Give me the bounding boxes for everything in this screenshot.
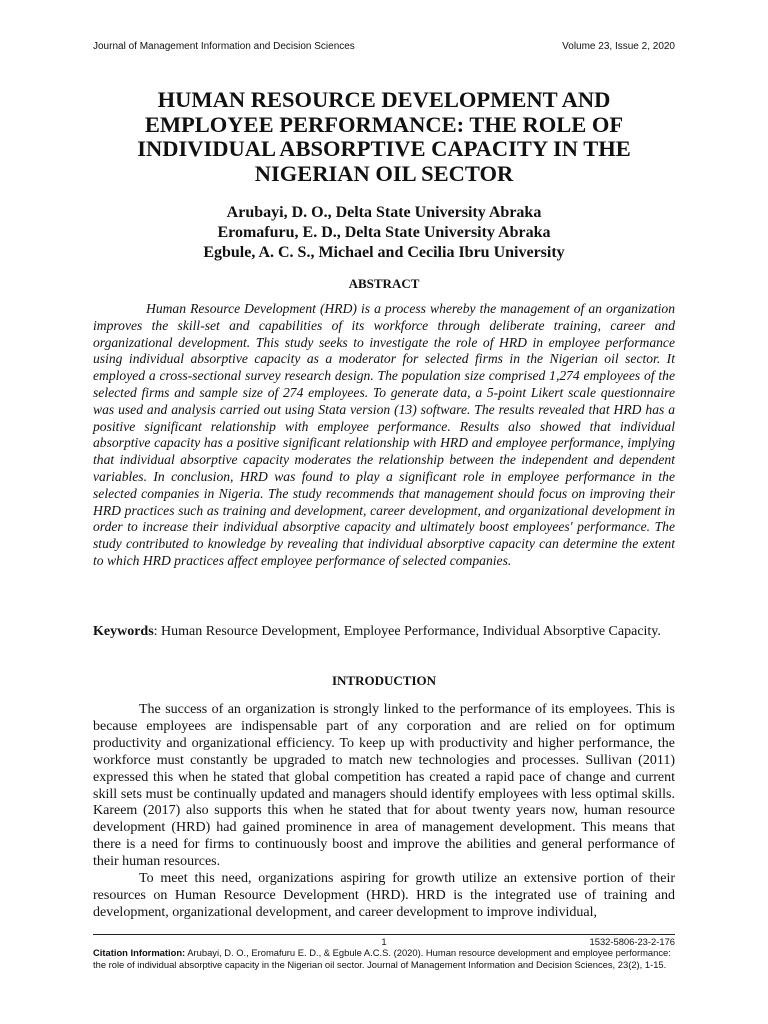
paragraph: To meet this need, organizations aspiring for growth utilize an extensive portion of their resources on Human Resource Development (HRD). HRD is the integrated use of training and development, organizational development, and career development to improve individual, <box>93 871 675 920</box>
footer-divider <box>93 934 675 935</box>
page-number: 1 <box>381 936 387 947</box>
page-footer <box>93 936 675 947</box>
keywords <box>93 623 675 641</box>
introduction-heading: INTRODUCTION <box>331 673 436 688</box>
paper-title: HUMAN RESOURCE DEVELOPMENT AND EMPLOYEE PERFORMANCE: THE ROLE OF INDIVIDUAL ABSORPTIVE CAPACITY IN THE NIGERIAN OIL SECTOR <box>137 87 631 186</box>
running-header <box>93 41 675 52</box>
keywords-text: : Human Resource Development, Employee Performance, Individual Absorptive Capacity. <box>153 624 661 639</box>
author-list <box>93 203 675 263</box>
paragraph: The success of an organization is strongly linked to the performance of its employees. This is because employees are indispensable part of any corporation and are relied on for optimum productivity and organizational efficiency. To keep up with productivity and higher performance, the workforce must constantly be upgraded to match new technologies and processes. Sullivan (2011) expressed this when he stated that global competition has created a rapid pace of change and current skill sets must be continually updated and managers should identify employees with less optimal skills. Kareem (2017) also supports this when he stated that for about twenty years now, human resource development (HRD) had gained prominence in area of management development. This means that there is a need for firms to continuously boost and improve the abilities and general performance of their human resources. <box>93 702 675 870</box>
journal-name: Journal of Management Information and Decision Sciences <box>93 41 355 52</box>
document-id: 1532-5806-23-2-176 <box>589 936 675 947</box>
keywords-label: Keywords <box>93 624 154 639</box>
author-3: Egbule, A. C. S., Michael and Cecilia Ibru University <box>203 244 565 261</box>
citation-text: Arubayi, D. O., Eromafuru E. D., & Egbule A.C.S. (2020). Human resource development and employee performance: the role of individual absorptive capacity in the Nigerian oil sector. Journal of Management Information and Decision Sciences, 23(2), 1-15. <box>93 947 671 970</box>
introduction-body <box>93 702 675 922</box>
author-1: Arubayi, D. O., Delta State University Abraka <box>226 204 542 221</box>
citation-information <box>93 947 675 970</box>
abstract-text: Human Resource Development (HRD) is a process whereby the management of an organization improves the skill-set and capabilities of its workforce through deliberate training, career and organizational development. This study seeks to investigate the role of HRD in employee performance using individual absorptive capacity as a moderator for selected firms in the Nigerian oil sector. It employed a cross-sectional survey research design. The population size comprised 1,274 employees of the selected firms and sample size of 274 employees. To generate data, a 5-point Likert scale questionnaire was used and analysis carried out using Stata version (13) software. The results revealed that HRD has a positive significant relationship with employee performance. Results also showed that individual absorptive capacity has a positive significant relationship with HRD and employee performance, implying that individual absorptive capacity moderates the relationship between the independent and dependent variables. In conclusion, HRD was found to play a significant role in employee performance in the selected companies in Nigeria. The study recommends that management should focus on improving their HRD practices such as training and development, career development, and organizational development in order to increase their individual absorptive capacity and ultimately boost employees' performance. The study contributed to knowledge by revealing that individual absorptive capacity can determine the extent to which HRD practices affect employee performance of selected companies. <box>93 301 675 568</box>
author-2: Eromafuru, E. D., Delta State University Abraka <box>217 224 551 241</box>
abstract-heading: ABSTRACT <box>348 276 420 291</box>
citation-label: Citation Information: <box>93 947 186 958</box>
volume-issue: Volume 23, Issue 2, 2020 <box>562 41 675 52</box>
